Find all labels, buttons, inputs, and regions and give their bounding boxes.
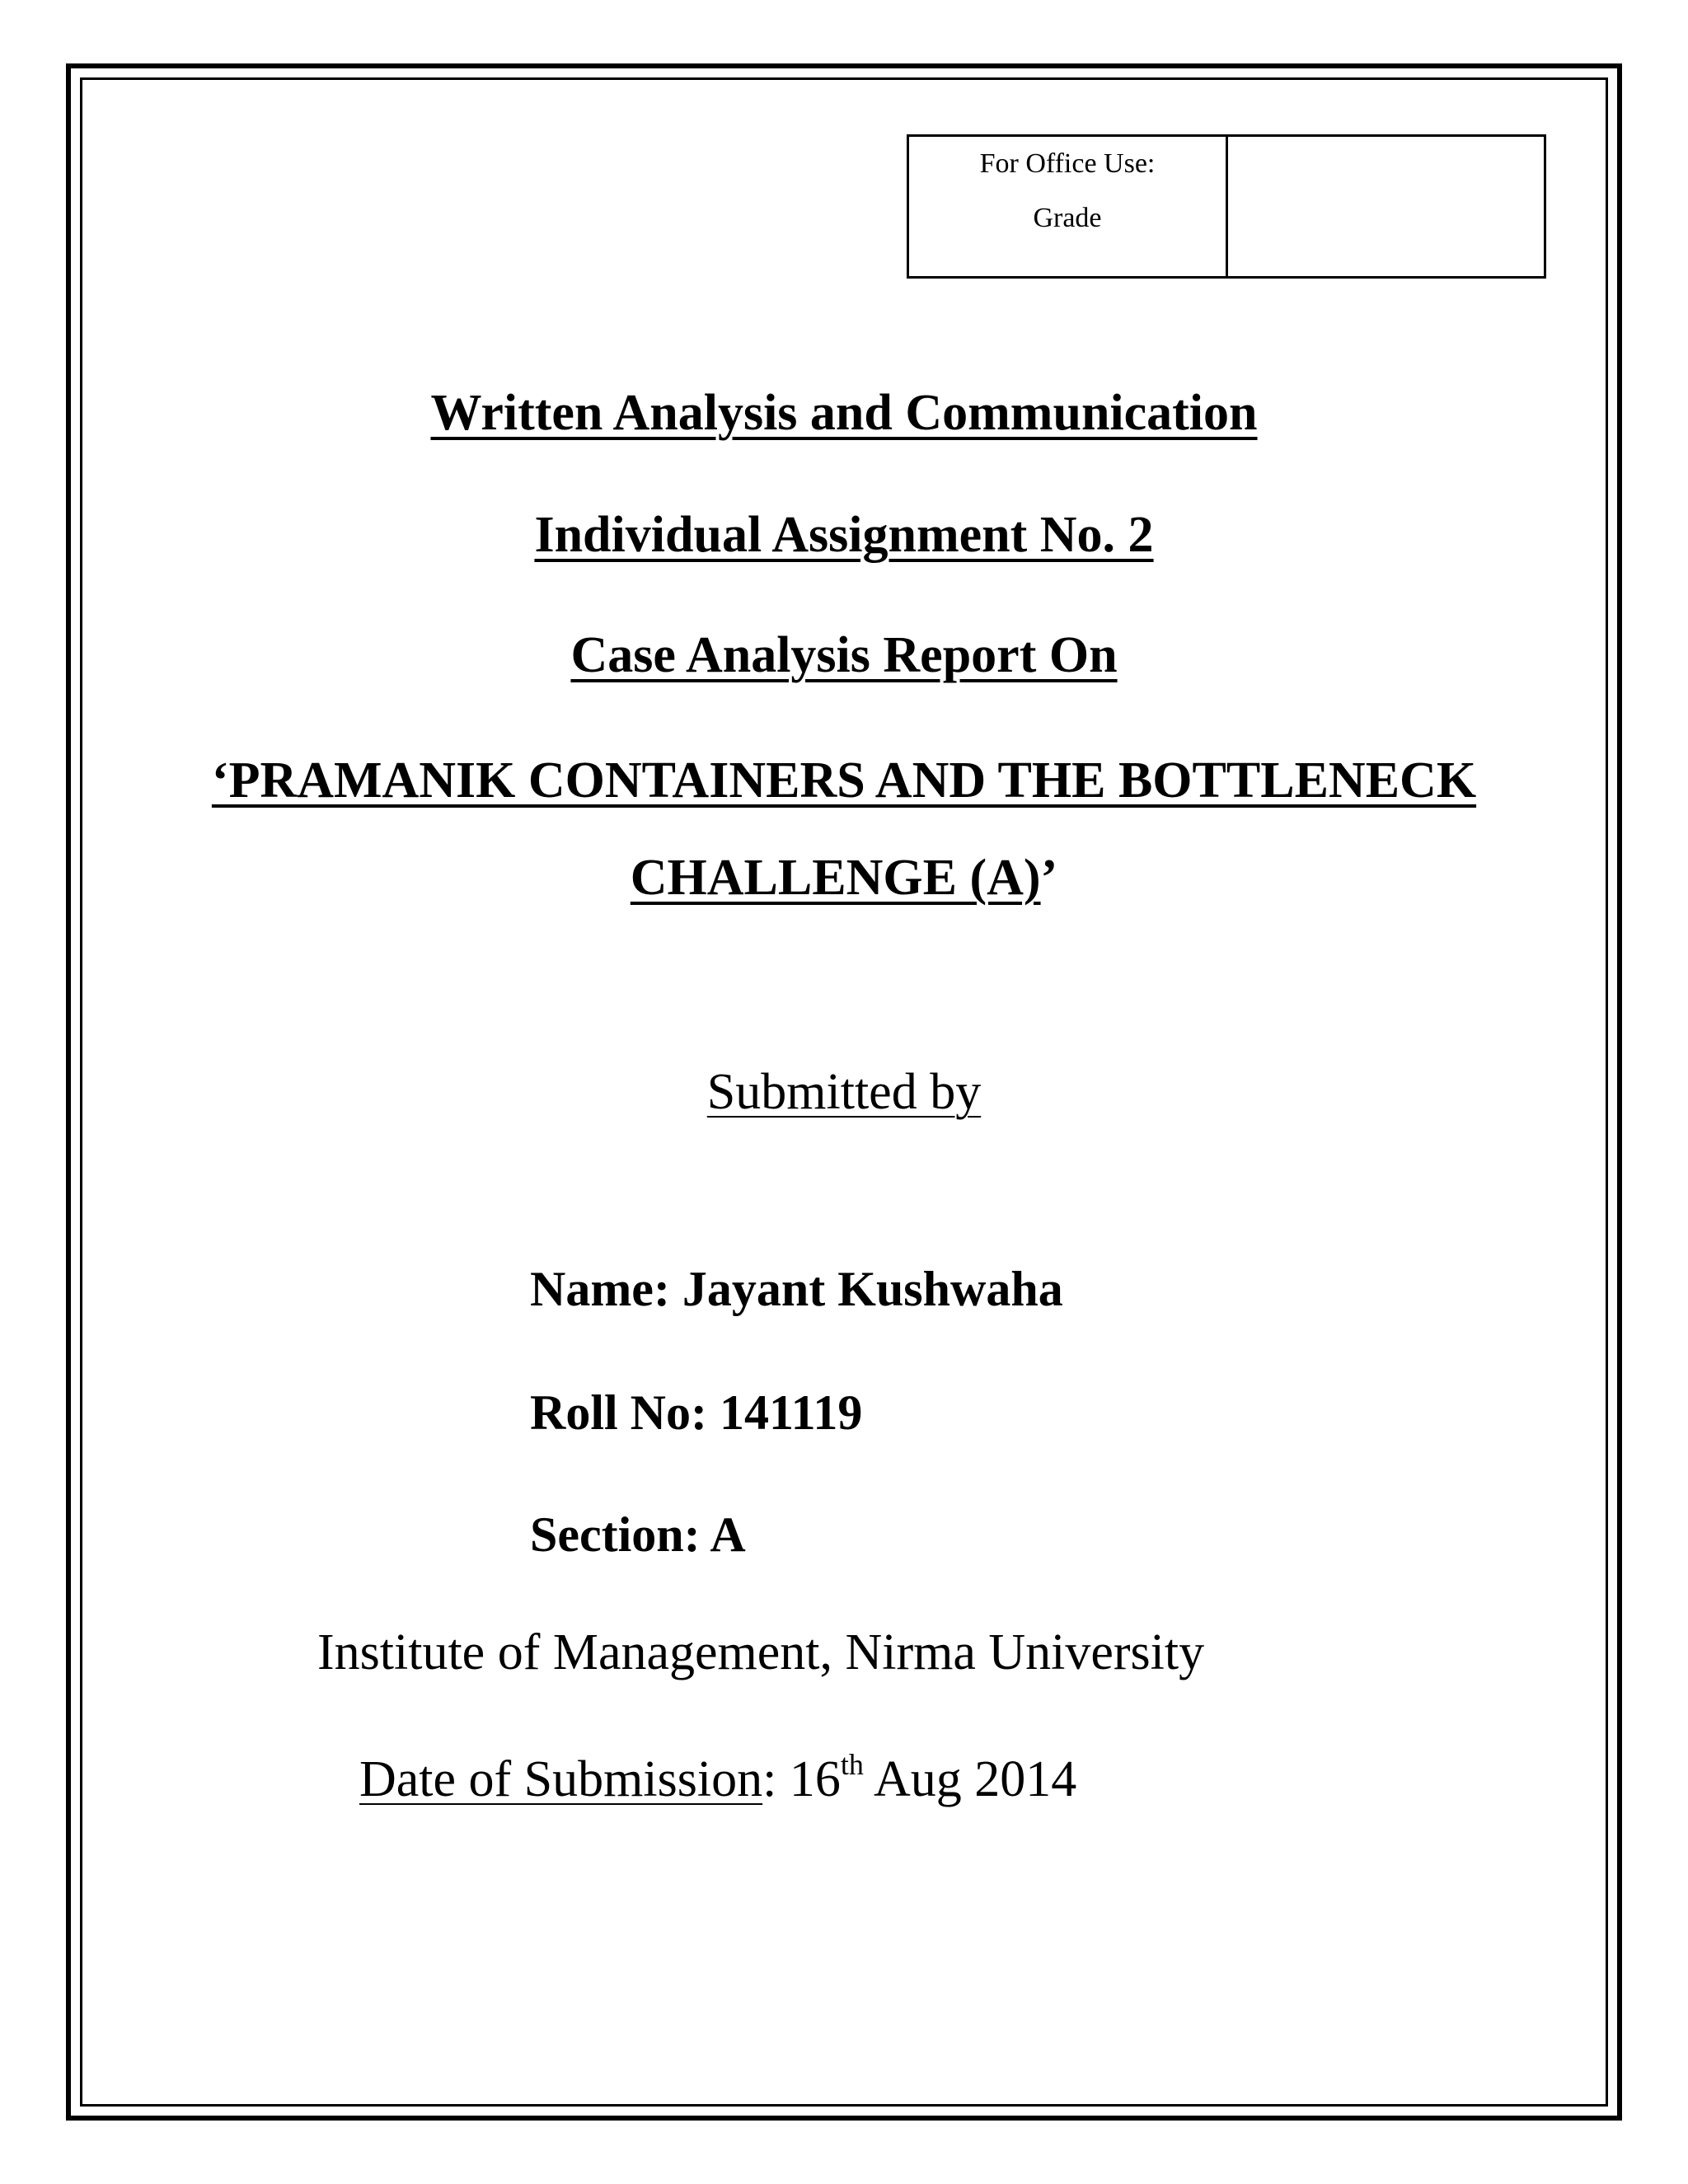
case-title-line1-row <box>0 752 1688 810</box>
office-use-label: For Office Use: <box>979 148 1156 179</box>
case-title-line1: ‘PRAMANIK CONTAINERS AND THE BOTTLENECK <box>211 752 1477 808</box>
assignment-title-row <box>0 506 1688 565</box>
office-use-table <box>907 134 1546 279</box>
case-title-close-quote: ’ <box>1040 850 1058 906</box>
course-title: Written Analysis and Communication <box>430 385 1258 441</box>
course-title-row <box>0 384 1688 443</box>
section: Section: A <box>530 1507 746 1562</box>
case-title-line2: CHALLENGE (A) <box>630 850 1041 906</box>
report-title-row <box>0 626 1688 685</box>
report-title: Case Analysis Report On <box>570 627 1118 683</box>
assignment-title: Individual Assignment No. 2 <box>534 507 1154 563</box>
grade-label: Grade <box>1033 203 1102 233</box>
office-use-label-cell <box>909 137 1228 276</box>
date-separator: : <box>762 1751 790 1807</box>
case-title-line2-row <box>0 849 1688 907</box>
date-rest: Aug 2014 <box>863 1751 1077 1807</box>
submitted-by-row <box>0 1063 1688 1122</box>
roll-number: Roll No: 141119 <box>530 1385 863 1440</box>
date-day: 16 <box>789 1751 841 1807</box>
grade-value-cell <box>1228 137 1544 276</box>
submission-date-line <box>359 1750 1076 1809</box>
date-suffix: th <box>840 1748 864 1781</box>
submitted-by-label: Submitted by <box>706 1064 982 1120</box>
date-label: Date of Submission <box>359 1751 763 1807</box>
student-name: Name: Jayant Kushwaha <box>530 1262 1063 1316</box>
institute-name: Institute of Management, Nirma University <box>317 1624 1205 1680</box>
